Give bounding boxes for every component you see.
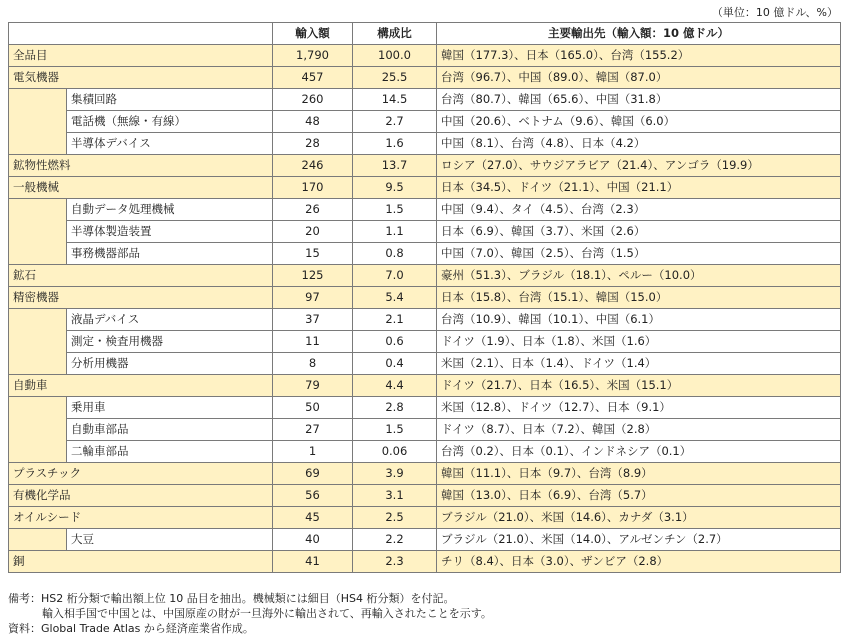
table-row bbox=[9, 199, 841, 221]
row-dest: 韓国（13.0）、日本（6.9）、台湾（5.7） bbox=[437, 485, 841, 507]
indent-cell bbox=[9, 331, 67, 353]
row-label: 自動データ処理機械 bbox=[67, 199, 273, 221]
table-row bbox=[9, 133, 841, 155]
row-dest: 米国（2.1）、日本（1.4）、ドイツ（1.4） bbox=[437, 353, 841, 375]
indent-cell bbox=[9, 199, 67, 221]
row-value: 246 bbox=[273, 155, 353, 177]
table-row bbox=[9, 309, 841, 331]
row-dest: ブラジル（21.0）、米国（14.0）、アルゼンチン（2.7） bbox=[437, 529, 841, 551]
row-share: 13.7 bbox=[353, 155, 437, 177]
row-value: 37 bbox=[273, 309, 353, 331]
row-dest: 台湾（0.2）、日本（0.1）、インドネシア（0.1） bbox=[437, 441, 841, 463]
row-value: 48 bbox=[273, 111, 353, 133]
row-share: 0.6 bbox=[353, 331, 437, 353]
indent-cell bbox=[9, 441, 67, 463]
row-value: 56 bbox=[273, 485, 353, 507]
row-label: 一般機械 bbox=[9, 177, 273, 199]
row-label: 液晶デバイス bbox=[67, 309, 273, 331]
row-dest: 米国（12.8）、ドイツ（12.7）、日本（9.1） bbox=[437, 397, 841, 419]
indent-cell bbox=[9, 309, 67, 331]
table-row bbox=[9, 353, 841, 375]
row-value: 170 bbox=[273, 177, 353, 199]
table-body bbox=[9, 45, 841, 573]
note-line-1: 備考：HS2 桁分類で輸出額上位 10 品目を抽出。機械類には細目（HS4 桁分類）を付記。 bbox=[8, 592, 455, 605]
row-label: オイルシード bbox=[9, 507, 273, 529]
table-row bbox=[9, 397, 841, 419]
table-row bbox=[9, 265, 841, 287]
row-label: 精密機器 bbox=[9, 287, 273, 309]
row-share: 4.4 bbox=[353, 375, 437, 397]
row-share: 14.5 bbox=[353, 89, 437, 111]
row-label: 集積回路 bbox=[67, 89, 273, 111]
indent-cell bbox=[9, 111, 67, 133]
row-dest: 韓国（177.3）、日本（165.0）、台湾（155.2） bbox=[437, 45, 841, 67]
row-value: 8 bbox=[273, 353, 353, 375]
row-label: プラスチック bbox=[9, 463, 273, 485]
unit-note: （単位：10 億ドル、%） bbox=[711, 6, 838, 19]
row-share: 1.5 bbox=[353, 419, 437, 441]
row-dest: 台湾（10.9）、韓国（10.1）、中国（6.1） bbox=[437, 309, 841, 331]
row-value: 97 bbox=[273, 287, 353, 309]
table-row bbox=[9, 221, 841, 243]
row-label: 銅 bbox=[9, 551, 273, 573]
header-value: 輸入額 bbox=[273, 23, 353, 45]
table-row bbox=[9, 375, 841, 397]
table-row bbox=[9, 331, 841, 353]
row-dest: ドイツ（1.9）、日本（1.8）、米国（1.6） bbox=[437, 331, 841, 353]
row-label: 事務機器部品 bbox=[67, 243, 273, 265]
table-row bbox=[9, 89, 841, 111]
row-share: 7.0 bbox=[353, 265, 437, 287]
indent-cell bbox=[9, 221, 67, 243]
row-label: 電話機（無線・有線） bbox=[67, 111, 273, 133]
notes bbox=[8, 591, 492, 636]
row-dest: 中国（7.0）、韓国（2.5）、台湾（1.5） bbox=[437, 243, 841, 265]
table-row bbox=[9, 529, 841, 551]
row-dest: 中国（20.6）、ベトナム（9.6）、韓国（6.0） bbox=[437, 111, 841, 133]
row-value: 45 bbox=[273, 507, 353, 529]
row-value: 457 bbox=[273, 67, 353, 89]
row-value: 260 bbox=[273, 89, 353, 111]
row-dest: ブラジル（21.0）、米国（14.6）、カナダ（3.1） bbox=[437, 507, 841, 529]
row-share: 0.06 bbox=[353, 441, 437, 463]
row-share: 2.2 bbox=[353, 529, 437, 551]
header-dest: 主要輸出先（輸入額：10 億ドル） bbox=[437, 23, 841, 45]
row-value: 125 bbox=[273, 265, 353, 287]
row-share: 1.6 bbox=[353, 133, 437, 155]
indent-cell bbox=[9, 529, 67, 551]
row-share: 2.8 bbox=[353, 397, 437, 419]
row-label: 有機化学品 bbox=[9, 485, 273, 507]
row-dest: 韓国（11.1）、日本（9.7）、台湾（8.9） bbox=[437, 463, 841, 485]
header-item bbox=[9, 23, 273, 45]
row-share: 9.5 bbox=[353, 177, 437, 199]
table-row bbox=[9, 463, 841, 485]
row-label: 測定・検査用機器 bbox=[67, 331, 273, 353]
row-value: 1 bbox=[273, 441, 353, 463]
row-label: 自動車部品 bbox=[67, 419, 273, 441]
row-value: 28 bbox=[273, 133, 353, 155]
indent-cell bbox=[9, 133, 67, 155]
row-value: 26 bbox=[273, 199, 353, 221]
row-label: 鉱物性燃料 bbox=[9, 155, 273, 177]
row-dest: 台湾（96.7）、中国（89.0）、韓国（87.0） bbox=[437, 67, 841, 89]
row-value: 40 bbox=[273, 529, 353, 551]
note-line-2: 輸入相手国で中国とは、中国原産の財が一旦海外に輸出されて、再輸入されたことを示す。 bbox=[42, 607, 492, 620]
header-share: 構成比 bbox=[353, 23, 437, 45]
indent-cell bbox=[9, 353, 67, 375]
row-share: 3.9 bbox=[353, 463, 437, 485]
row-share: 1.5 bbox=[353, 199, 437, 221]
row-share: 2.3 bbox=[353, 551, 437, 573]
row-label: 半導体デバイス bbox=[67, 133, 273, 155]
row-share: 3.1 bbox=[353, 485, 437, 507]
row-label: 半導体製造装置 bbox=[67, 221, 273, 243]
note-line-3: 資料：Global Trade Atlas から経済産業省作成。 bbox=[8, 622, 254, 635]
indent-cell bbox=[9, 89, 67, 111]
table-row bbox=[9, 45, 841, 67]
table-row bbox=[9, 155, 841, 177]
row-share: 2.5 bbox=[353, 507, 437, 529]
row-value: 20 bbox=[273, 221, 353, 243]
table-row bbox=[9, 111, 841, 133]
row-share: 2.1 bbox=[353, 309, 437, 331]
row-label: 電気機器 bbox=[9, 67, 273, 89]
row-share: 5.4 bbox=[353, 287, 437, 309]
table-row bbox=[9, 243, 841, 265]
row-value: 15 bbox=[273, 243, 353, 265]
row-label: 乗用車 bbox=[67, 397, 273, 419]
indent-cell bbox=[9, 243, 67, 265]
table-row bbox=[9, 287, 841, 309]
row-share: 0.8 bbox=[353, 243, 437, 265]
row-label: 全品目 bbox=[9, 45, 273, 67]
row-dest: ドイツ（8.7）、日本（7.2）、韓国（2.8） bbox=[437, 419, 841, 441]
row-share: 100.0 bbox=[353, 45, 437, 67]
row-value: 50 bbox=[273, 397, 353, 419]
row-dest: 中国（9.4）、タイ（4.5）、台湾（2.3） bbox=[437, 199, 841, 221]
import-table bbox=[8, 22, 841, 573]
row-label: 自動車 bbox=[9, 375, 273, 397]
row-dest: チリ（8.4）、日本（3.0）、ザンビア（2.8） bbox=[437, 551, 841, 573]
row-dest: 日本（34.5）、ドイツ（21.1）、中国（21.1） bbox=[437, 177, 841, 199]
row-value: 27 bbox=[273, 419, 353, 441]
row-dest: 日本（6.9）、韓国（3.7）、米国（2.6） bbox=[437, 221, 841, 243]
row-value: 41 bbox=[273, 551, 353, 573]
row-value: 11 bbox=[273, 331, 353, 353]
table-row bbox=[9, 67, 841, 89]
table-row bbox=[9, 507, 841, 529]
row-label: 分析用機器 bbox=[67, 353, 273, 375]
row-label: 大豆 bbox=[67, 529, 273, 551]
row-dest: 中国（8.1）、台湾（4.8）、日本（4.2） bbox=[437, 133, 841, 155]
table-row bbox=[9, 551, 841, 573]
row-dest: 豪州（51.3）、ブラジル（18.1）、ペルー（10.0） bbox=[437, 265, 841, 287]
row-label: 鉱石 bbox=[9, 265, 273, 287]
row-value: 1,790 bbox=[273, 45, 353, 67]
row-dest: ドイツ（21.7）、日本（16.5）、米国（15.1） bbox=[437, 375, 841, 397]
row-share: 1.1 bbox=[353, 221, 437, 243]
indent-cell bbox=[9, 419, 67, 441]
table-row bbox=[9, 485, 841, 507]
table-row bbox=[9, 441, 841, 463]
row-dest: ロシア（27.0）、サウジアラビア（21.4）、アンゴラ（19.9） bbox=[437, 155, 841, 177]
row-value: 69 bbox=[273, 463, 353, 485]
row-value: 79 bbox=[273, 375, 353, 397]
row-share: 0.4 bbox=[353, 353, 437, 375]
table-row bbox=[9, 419, 841, 441]
row-dest: 日本（15.8）、台湾（15.1）、韓国（15.0） bbox=[437, 287, 841, 309]
indent-cell bbox=[9, 397, 67, 419]
table-row bbox=[9, 177, 841, 199]
row-dest: 台湾（80.7）、韓国（65.6）、中国（31.8） bbox=[437, 89, 841, 111]
row-label: 二輪車部品 bbox=[67, 441, 273, 463]
row-share: 2.7 bbox=[353, 111, 437, 133]
row-share: 25.5 bbox=[353, 67, 437, 89]
